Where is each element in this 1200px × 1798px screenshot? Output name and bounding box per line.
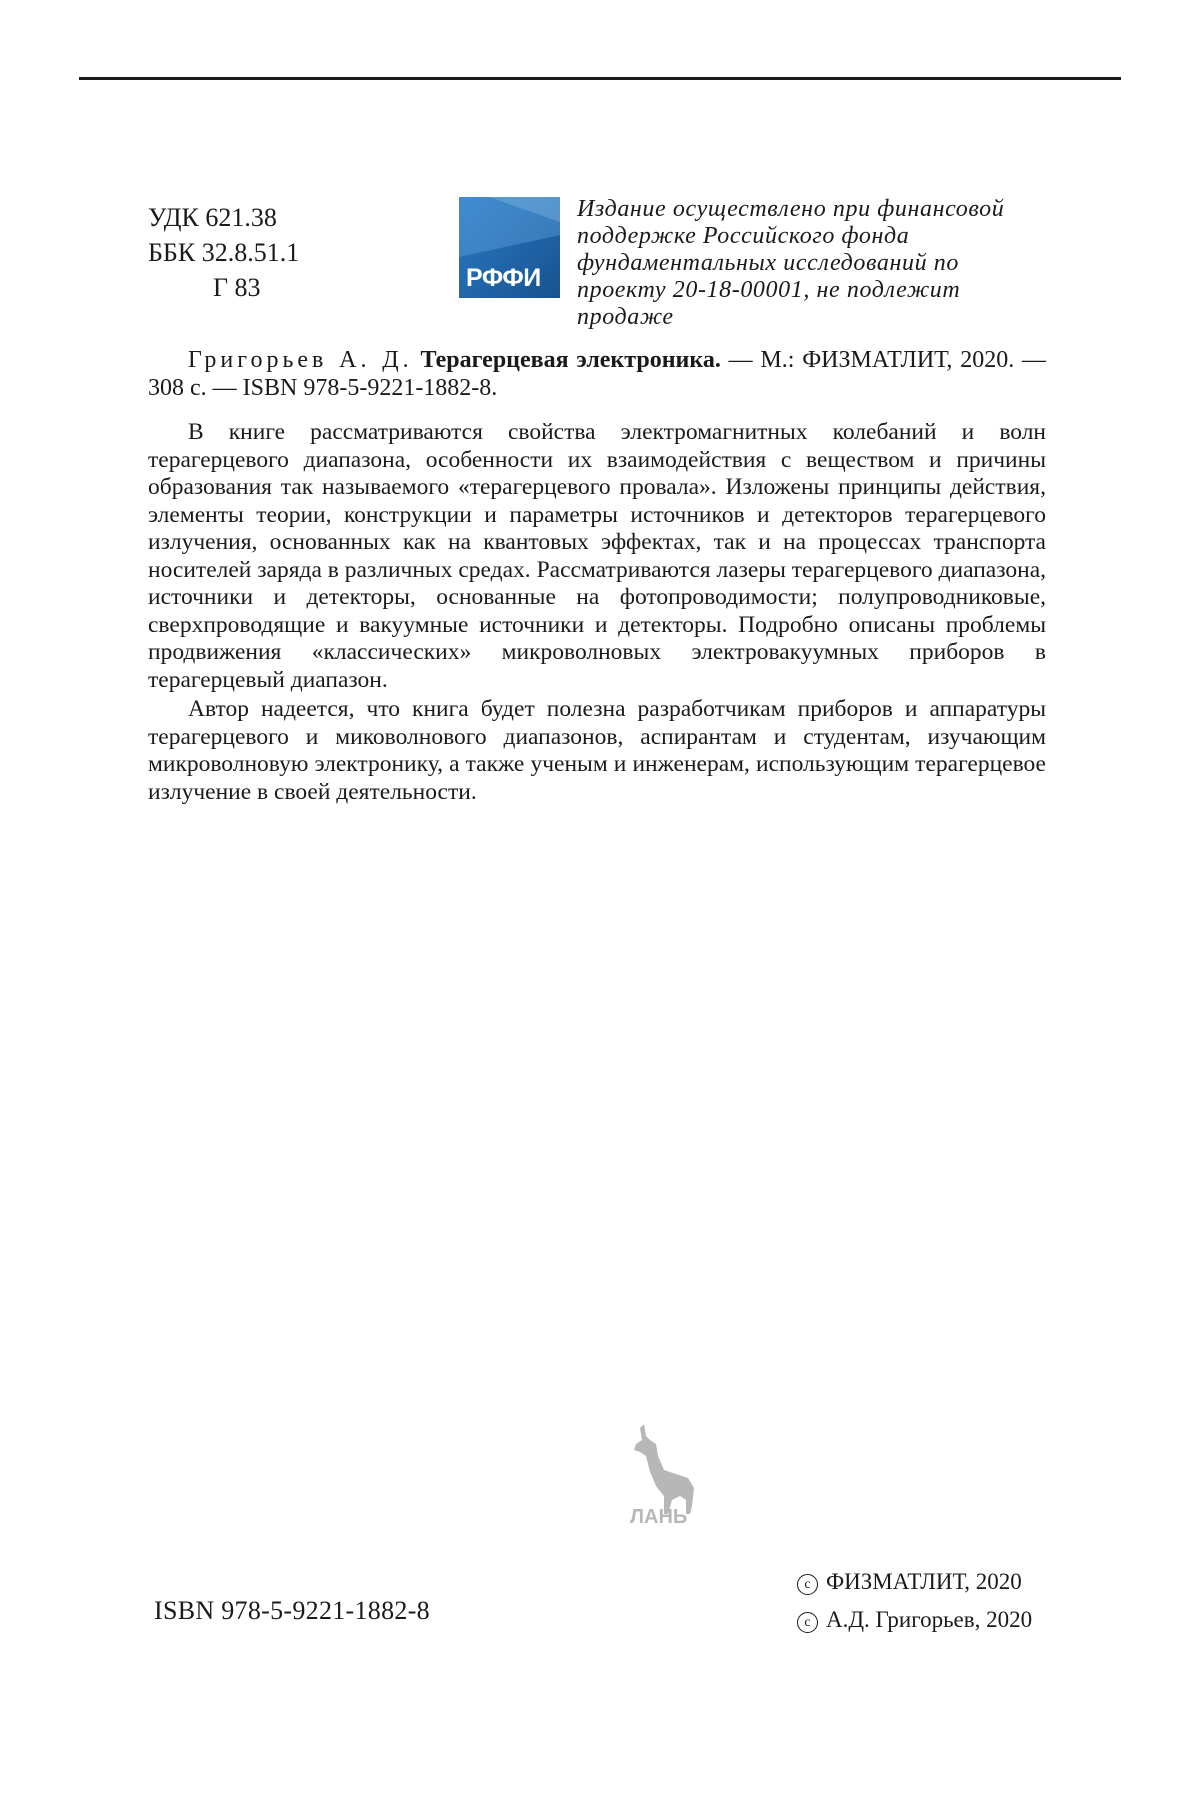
author-sign-code: Г 83: [213, 273, 261, 302]
copyright-author: А.Д. Григорьев, 2020: [826, 1607, 1033, 1632]
classification-codes: [148, 200, 299, 305]
abstract: [148, 419, 1046, 806]
rffi-logo-text: РФФИ: [466, 264, 541, 292]
copyright-block: [797, 1563, 1032, 1639]
watermark-label: ЛАНЬ: [630, 1506, 688, 1528]
copyright-icon: c: [797, 1612, 818, 1633]
copyright-publisher-line: [797, 1563, 1032, 1601]
header-rule: [79, 77, 1121, 80]
isbn: ISBN 978-5-9221-1882-8: [154, 1596, 430, 1625]
copyright-icon: c: [797, 1574, 818, 1595]
copyright-author-line: [797, 1601, 1032, 1639]
bibliographic-citation: [148, 346, 1046, 402]
copyright-publisher: ФИЗМАТЛИТ, 2020: [826, 1569, 1022, 1594]
bbk-code: ББК 32.8.51.1: [148, 238, 300, 267]
abstract-paragraph: В книге рассматриваются свойства электромагнитных колебаний и волн терагерцевого диапазона, особенности их взаимодействия с веществом и причины образования так называемого «терагерцевого провала». Изложены принципы действия, элементы теории, конструкции и параметры источников и детекторов терагерцевого излучения, основанных как на квантовых эффектах, так и на процессах транспорта носителей заряда в различных средах. Рассматриваются лазеры терагерцевого диапазона, источники и детекторы, основанные на фотопроводимости; полупроводниковые, сверхпроводящие и вакуумные источники и детекторы. Подробно описаны проблемы продвижения «классических» микроволновых электровакуумных приборов в терагерцевый диапазон.: [148, 419, 1046, 693]
citation-details: — М.: ФИЗМАТЛИТ, 2020. — 308 с. — ISBN 978-5-9221-1882-8.: [148, 347, 1047, 401]
udk-code: УДК 621.38: [148, 203, 277, 232]
abstract-paragraph: Автор надеется, что книга будет полезна разработчикам приборов и аппаратуры терагерцевого и миковолнового диапазонов, аспирантам и студентам, изучающим микроволновую электронику, а также ученым и инженерам, использующим терагерцевое излучение в своей деятельности.: [148, 696, 1046, 805]
citation-author: Григорьев А. Д.: [188, 347, 413, 373]
funding-note: Издание осуществлено при финансовой поддержке Российского фонда фундаментальных исследований по проекту 20-18-00001, не подлежит продаже: [577, 196, 1005, 330]
citation-title: Терагерцевая электроника.: [420, 347, 721, 373]
